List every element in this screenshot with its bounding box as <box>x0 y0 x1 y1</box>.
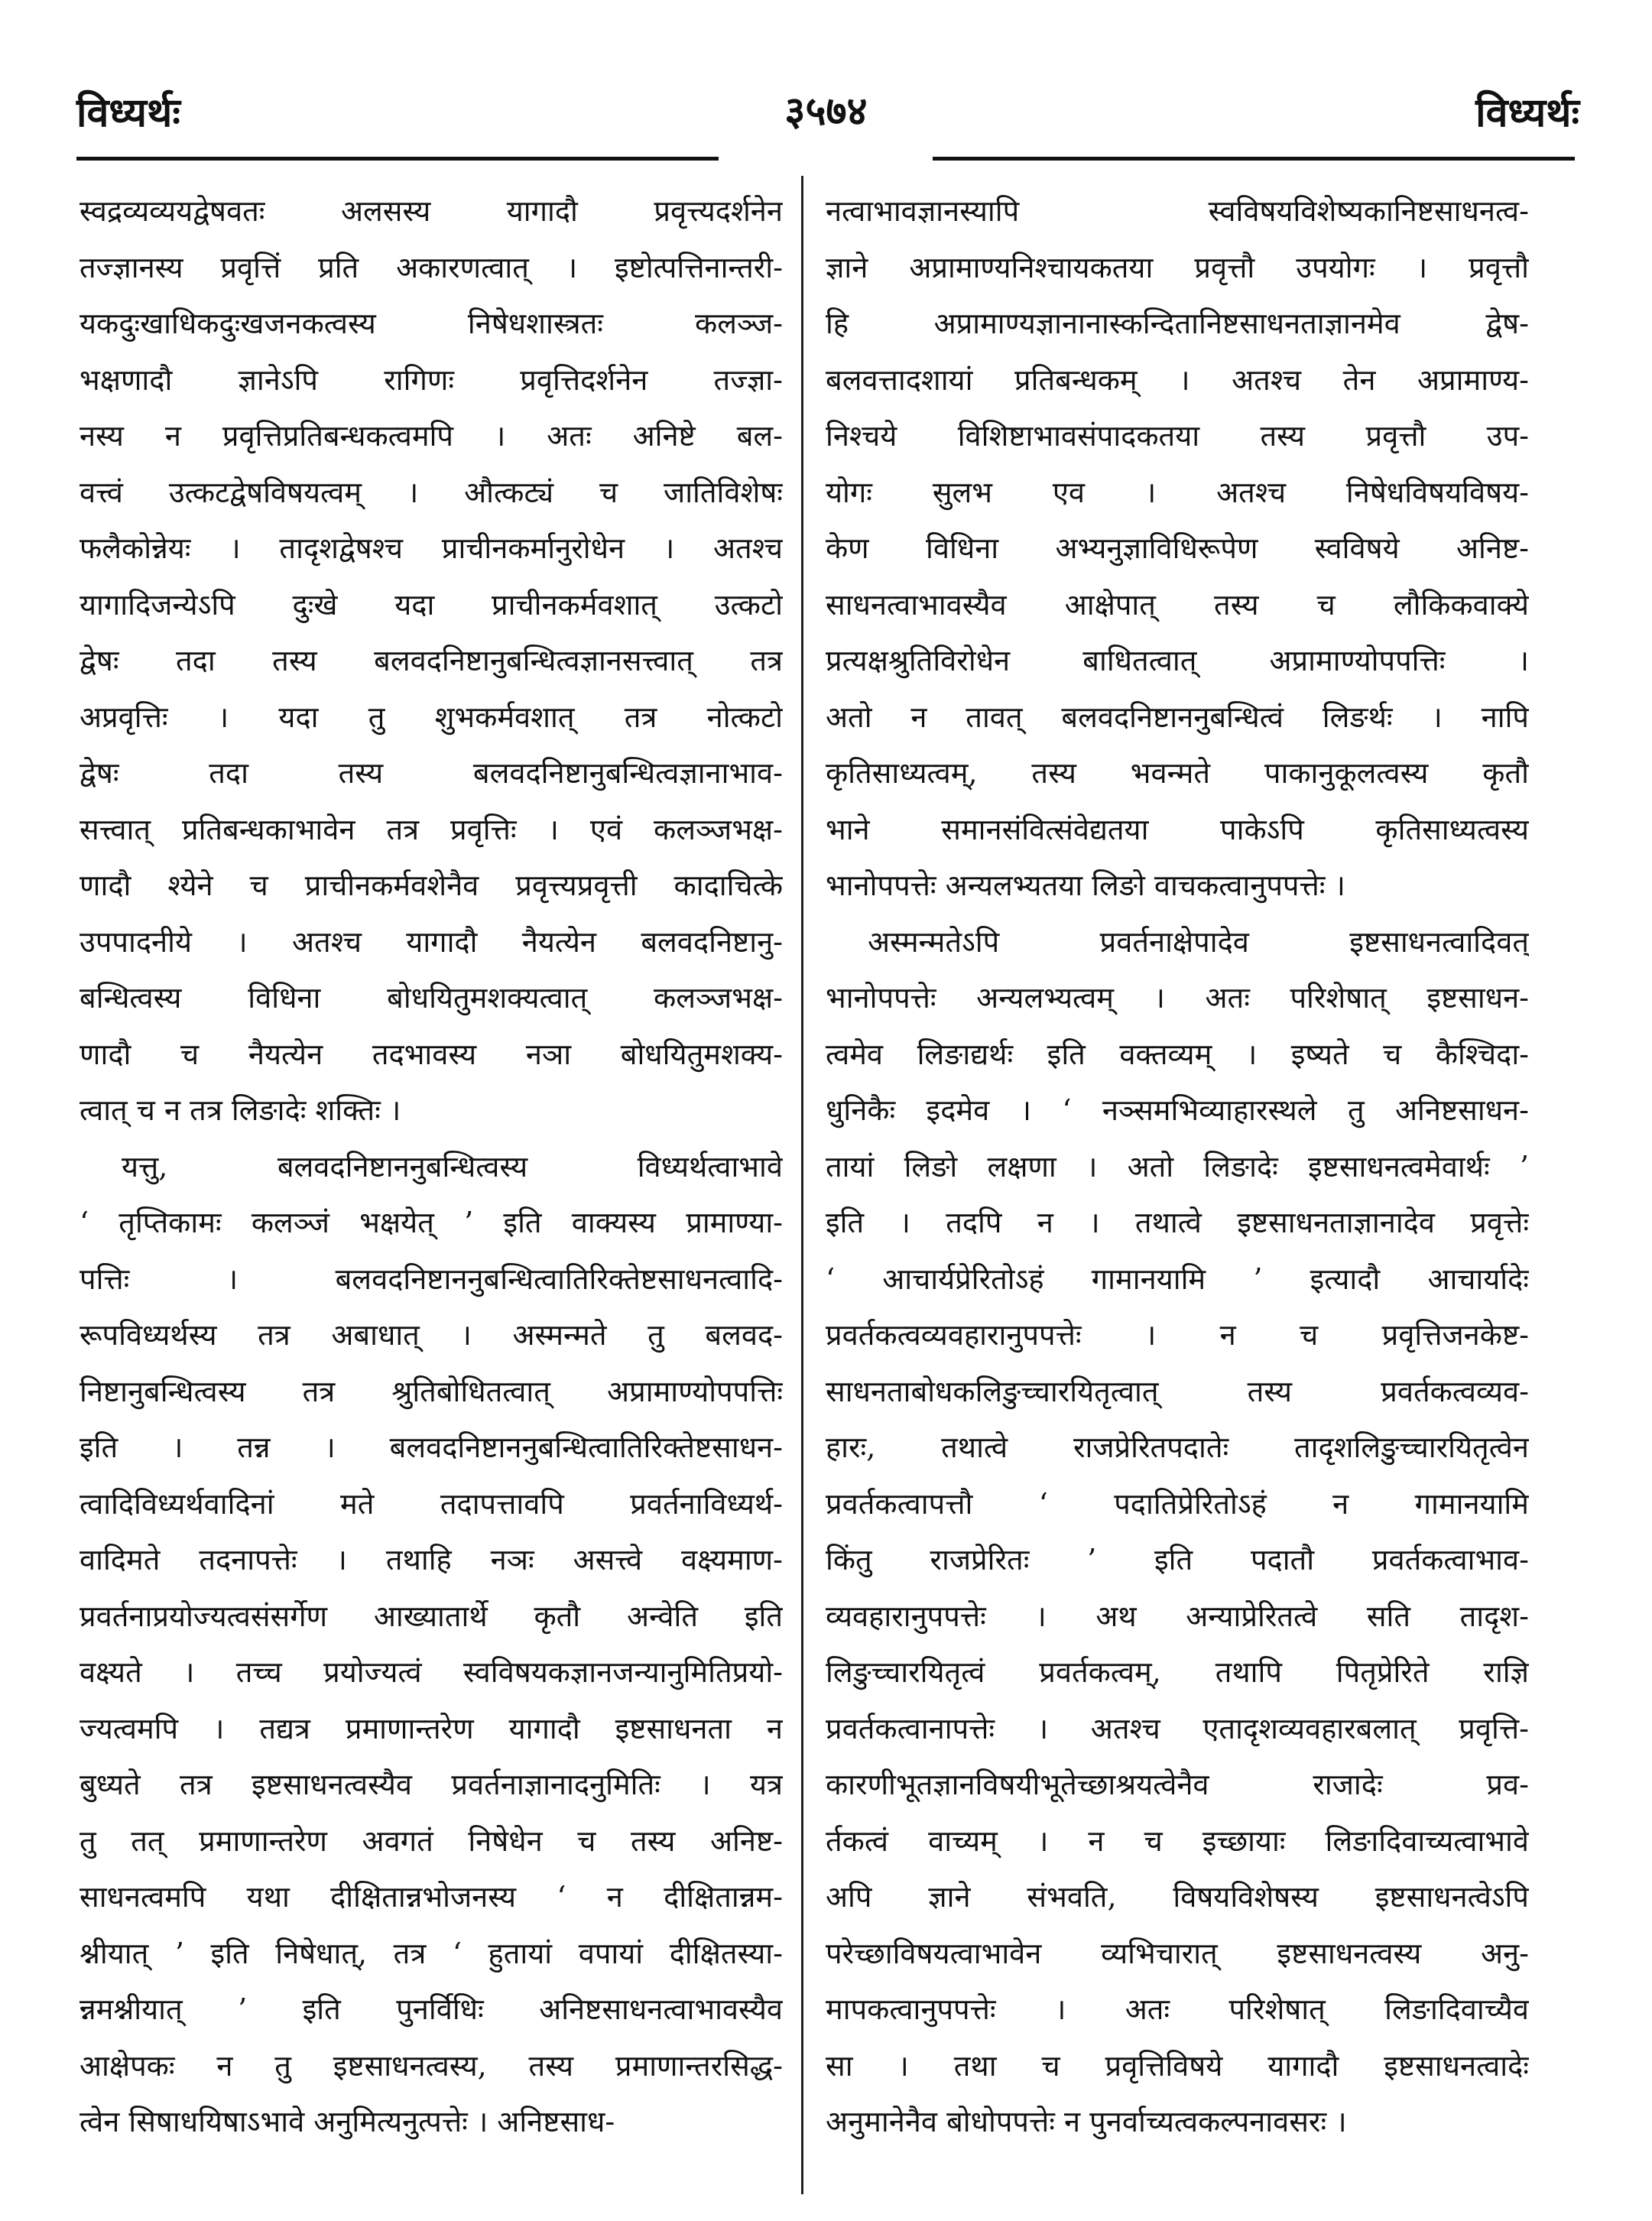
text-line: तायां लिङो लक्षणा । अतो लिङादेः इष्टसाधनत्वमेवार्थः ’ <box>826 1149 1529 1184</box>
text-line: बुध्यते तत्र इष्टसाधनत्वस्यैव प्रवर्तनाज्ञानादनुमितिः । यत्र <box>80 1768 783 1801</box>
text-line: कृतिसाध्यत्वम्, तस्य भवन्मते पाकानुकूलत्वस्य कृतौ <box>826 756 1529 790</box>
text-line: व्यवहारानुपपत्तेः । अथ अन्याप्रेरितत्वे सति तादृश- <box>826 1599 1529 1633</box>
text-line: कारणीभूतज्ञानविषयीभूतेच्छाश्रयत्वेनैव राजादेः प्रव- <box>826 1768 1529 1801</box>
text-line: उपपादनीये । अतश्च यागादौ नैयत्येन बलवदनिष्टानु- <box>80 924 783 959</box>
text-line: भाने समानसंवित्संवेद्यतया पाकेऽपि कृतिसाध्यत्वस्य <box>826 812 1529 846</box>
text-line: यकदुःखाधिकदुःखजनकत्वस्य निषेधशास्त्रतः कलञ्ज- <box>80 307 783 340</box>
text-line: ‘ तृप्तिकामः कलञ्जं भक्षयेत् ’ इति वाक्यस्य प्रामाण्या- <box>80 1206 783 1239</box>
text-line: र्तकत्वं वाच्यम् । न च इच्छायाः लिङादिवाच्यत्वाभावे <box>826 1823 1529 1858</box>
text-line: बन्धित्वस्य विधिना बोधयितुमशक्यत्वात् कलञ्जभक्ष- <box>80 981 783 1015</box>
text-line: स्वद्रव्यव्ययद्वेषवतः अलसस्य यागादौ प्रवृत्त्यदर्शनेन <box>80 194 783 228</box>
text-line: न्नमश्नीयात् ’ इति पुनर्विधिः अनिष्टसाधनत्वाभावस्यैव <box>80 1992 783 2026</box>
text-line: परेच्छाविषयत्वाभावेन व्यभिचारात् इष्टसाधनत्वस्य अनु- <box>826 1936 1529 1970</box>
text-line: सत्त्वात् प्रतिबन्धकाभावेन तत्र प्रवृत्तिः । एवं कलञ्जभक्ष- <box>80 812 783 846</box>
text-line: अनुमानेनैव बोधोपपत्तेः न पुनर्वाच्यत्वकल्पनावसरः । <box>826 2105 1347 2138</box>
text-line: साधनत्वाभावस्यैव आक्षेपात् तस्य च लौकिकवाक्ये <box>826 587 1529 622</box>
text-line: सा । तथा च प्रवृत्तिविषये यागादौ इष्टसाधनत्वादेः <box>826 2048 1529 2083</box>
text-line: णादौ च नैयत्येन तदभावस्य नञा बोधयितुमशक्य- <box>80 1037 783 1071</box>
text-line: तज्ज्ञानस्य प्रवृत्तिं प्रति अकारणत्वात् । इष्टोत्पत्तिनान्तरी- <box>80 250 783 284</box>
column-divider <box>801 176 803 2194</box>
text-line: अप्रवृत्तिः । यदा तु शुभकर्मवशात् तत्र नोत्कटो <box>80 700 783 734</box>
text-line: इति । तदपि न । तथात्वे इष्टसाधनताज्ञानादेव प्रवृत्तेः <box>826 1206 1529 1239</box>
text-line: भानोपपत्तेः अन्यलभ्यतया लिङो वाचकत्वानुपपत्तेः । <box>826 869 1345 902</box>
text-line: अपि ज्ञाने संभवति, विषयविशेषस्य इष्टसाधनत्वेऽपि <box>826 1880 1529 1914</box>
text-line: प्रत्यक्षश्रुतिविरोधेन बाधितत्वात् अप्रामाण्योपपत्तिः । <box>826 644 1529 677</box>
text-line: नत्वाभावज्ञानस्यापि स्वविषयविशेष्यकानिष्टसाधनत्व- <box>826 194 1529 228</box>
running-header-right: विध्यर्थः <box>1475 89 1579 136</box>
text-line: णादौ श्येने च प्राचीनकर्मवशेनैव प्रवृत्त्यप्रवृत्ती कादाचित्के <box>80 869 783 902</box>
running-header-left: विध्यर्थः <box>76 89 180 136</box>
text-line: वत्त्वं उत्कटद्वेषविषयत्वम् । औत्कट्यं च जातिविशेषः <box>80 475 783 509</box>
text-line: इति । तन्न । बलवदनिष्टाननुबन्धित्वातिरिक्तेष्टसाधन- <box>80 1430 783 1464</box>
text-line: अस्मन्मतेऽपि प्रवर्तनाक्षेपादेव इष्टसाधनत्वादिवत् <box>868 924 1529 959</box>
text-line: किंतु राजप्रेरितः ’ इति पदातौ प्रवर्तकत्वाभाव- <box>826 1543 1529 1576</box>
text-line: भक्षणादौ ज्ञानेऽपि रागिणः प्रवृत्तिदर्शनेन तज्ज्ञा- <box>80 362 783 397</box>
text-line: त्वात् च न तत्र लिङादेः शक्तिः । <box>80 1093 401 1127</box>
text-line: ज्ञाने अप्रामाण्यनिश्चायकतया प्रवृत्तौ उपयोगः । प्रवृत्तौ <box>826 250 1529 284</box>
header-rule-left <box>76 157 719 161</box>
text-line: त्वमेव लिङाद्यर्थः इति वक्तव्यम् । इष्यते च कैश्चिदा- <box>826 1037 1529 1071</box>
text-line: श्नीयात् ’ इति निषेधात्, तत्र ‘ हुतायां वपायां दीक्षितस्या- <box>80 1936 783 1970</box>
text-line: द्वेषः तदा तस्य बलवदनिष्टानुबन्धित्वज्ञानसत्त्वात् तत्र <box>80 644 783 677</box>
text-line: अतो न तावत् बलवदनिष्टाननुबन्धित्वं लिङर्थः । नापि <box>826 700 1529 734</box>
left-column <box>80 183 783 2151</box>
text-line: निश्चये विशिष्टाभावसंपादकतया तस्य प्रवृत्तौ उप- <box>826 419 1529 453</box>
text-line: यागादिजन्येऽपि दुःखे यदा प्राचीनकर्मवशात् उत्कटो <box>80 587 783 622</box>
text-line: वक्ष्यते । तच्च प्रयोज्यत्वं स्वविषयकज्ञानजन्यानुमितिप्रयो- <box>80 1655 783 1689</box>
text-line: धुनिकैः इदमेव । ‘ नञ्समभिव्याहारस्थले तु अनिष्टसाधन- <box>826 1093 1529 1127</box>
text-line: आक्षेपकः न तु इष्टसाधनत्वस्य, तस्य प्रमाणान्तरसिद्ध- <box>80 2048 783 2083</box>
text-line: रूपविध्यर्थस्य तत्र अबाधात् । अस्मन्मते तु बलवद- <box>80 1318 783 1352</box>
text-line: नस्य न प्रवृत्तिप्रतिबन्धकत्वमपि । अतः अनिष्टे बल- <box>80 419 783 453</box>
text-line: योगः सुलभ एव । अतश्च निषेधविषयविषय- <box>826 475 1529 509</box>
text-line: बलवत्तादशायां प्रतिबन्धकम् । अतश्च तेन अप्रामाण्य- <box>826 362 1529 397</box>
text-line: साधनताबोधकलिङुच्चारयितृत्वात् तस्य प्रवर्तकत्वव्यव- <box>826 1374 1529 1408</box>
text-line: प्रवर्तनाप्रयोज्यत्वसंसर्गेण आख्यातार्थे कृतौ अन्वेति इति <box>80 1599 783 1633</box>
text-line: पत्तिः । बलवदनिष्टाननुबन्धित्वातिरिक्तेष्टसाधनत्वादि- <box>80 1261 783 1296</box>
text-line: साधनत्वमपि यथा दीक्षितान्नभोजनस्य ‘ न दीक्षितान्नम- <box>80 1880 783 1914</box>
text-line: त्वादिविध्यर्थवादिनां मते तदापत्तावपि प्रवर्तनाविध्यर्थ- <box>80 1486 783 1521</box>
text-line: लिङुच्चारयितृत्वं प्रवर्तकत्वम्, तथापि पितृप्रेरिते राज्ञि <box>826 1655 1529 1689</box>
text-line: प्रवर्तकत्वव्यवहारानुपपत्तेः । न च प्रवृत्तिजनकेष्ट- <box>826 1318 1529 1352</box>
text-line: भानोपपत्तेः अन्यलभ्यत्वम् । अतः परिशेषात् इष्टसाधन- <box>826 981 1529 1015</box>
text-line: केण विधिना अभ्यनुज्ञाविधिरूपेण स्वविषये अनिष्ट- <box>826 531 1529 565</box>
text-line: फलैकोन्नेयः । तादृशद्वेषश्च प्राचीनकर्मानुरोधेन । अतश्च <box>80 531 783 565</box>
right-column <box>826 183 1529 2151</box>
text-line: निष्टानुबन्धित्वस्य तत्र श्रुतिबोधितत्वात् अप्रामाण्योपपत्तिः <box>80 1374 783 1408</box>
text-line: मापकत्वानुपपत्तेः । अतः परिशेषात् लिङादिवाच्यैव <box>826 1992 1529 2026</box>
text-line: हि अप्रामाण्यज्ञानानास्कन्दितानिष्टसाधनताज्ञानमेव द्वेष- <box>826 307 1529 340</box>
text-line: प्रवर्तकत्वापत्तौ ‘ पदातिप्रेरितोऽहं न गामानयामि <box>826 1486 1529 1521</box>
header-rule-right <box>933 157 1575 161</box>
text-line: वादिमते तदनापत्तेः । तथाहि नञः असत्त्वे वक्ष्यमाण- <box>80 1543 783 1576</box>
text-line: तु तत् प्रमाणान्तरेण अवगतं निषेधेन च तस्य अनिष्ट- <box>80 1823 783 1858</box>
page-number: ३५७४ <box>784 88 868 135</box>
text-line: यत्तु, बलवदनिष्टाननुबन्धित्वस्य विध्यर्थत्वाभावे <box>122 1149 783 1184</box>
text-line: द्वेषः तदा तस्य बलवदनिष्टानुबन्धित्वज्ञानाभाव- <box>80 756 783 790</box>
text-line: ज्यत्वमपि । तद्यत्र प्रमाणान्तरेण यागादौ इष्टसाधनता न <box>80 1711 783 1745</box>
text-line: प्रवर्तकत्वानापत्तेः । अतश्च एतादृशव्यवहारबलात् प्रवृत्ति- <box>826 1711 1529 1745</box>
text-line: ‘ आचार्यप्रेरितोऽहं गामानयामि ’ इत्यादौ आचार्यादेः <box>826 1261 1529 1296</box>
text-line: त्वेन सिषाधयिषाऽभावे अनुमित्यनुत्पत्तेः । अनिष्टसाध- <box>80 2105 615 2138</box>
text-line: हारः, तथात्वे राजप्रेरितपदातेः तादृशलिङुच्चारयितृत्वेन <box>826 1430 1529 1464</box>
